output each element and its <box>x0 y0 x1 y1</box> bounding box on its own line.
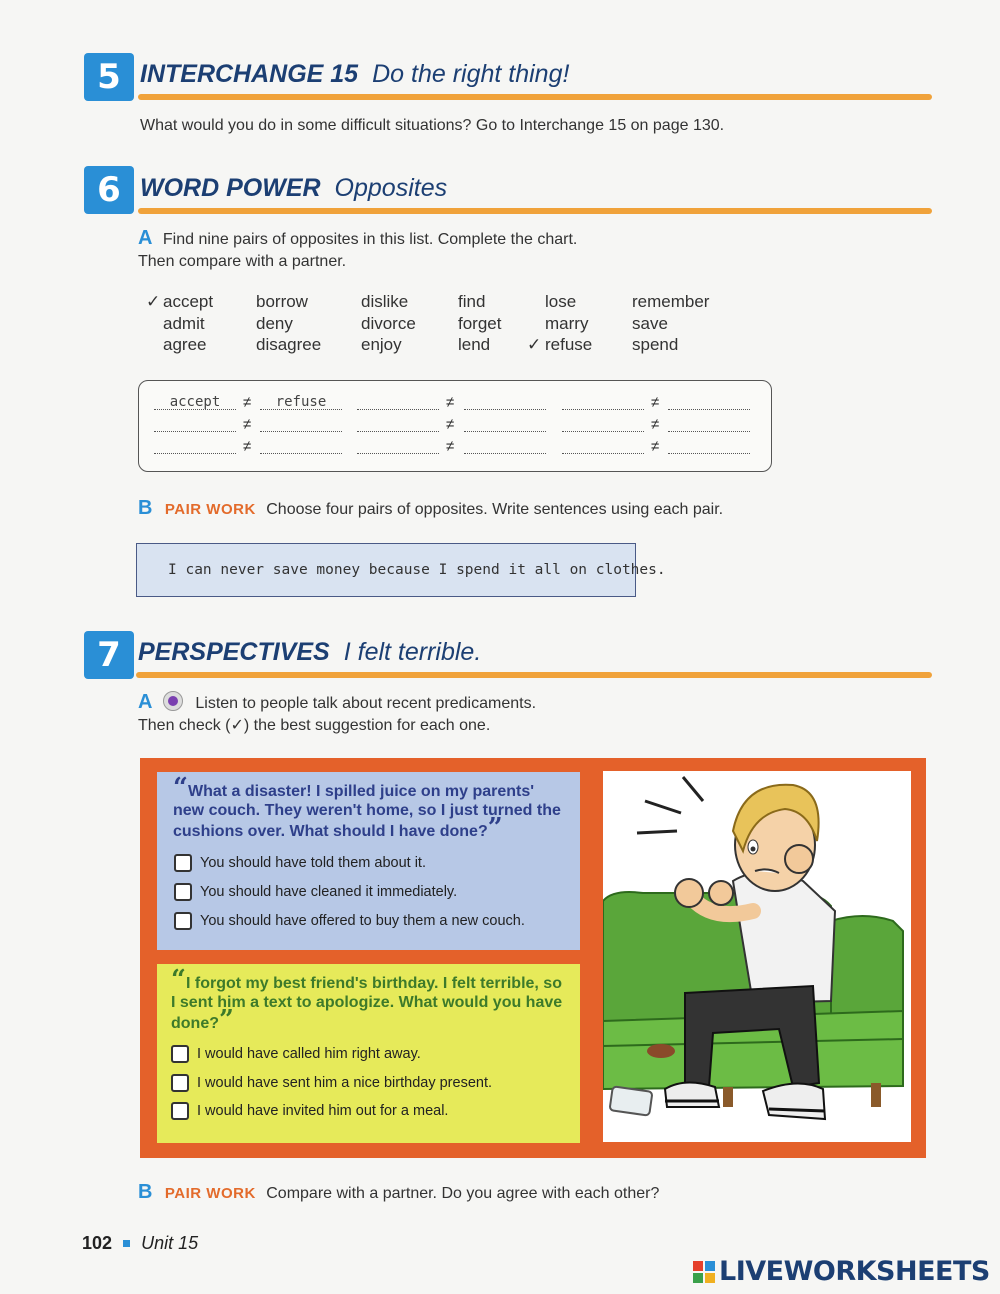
predicament-quote <box>171 965 566 1035</box>
answer-blank[interactable] <box>260 417 342 432</box>
word-item: borrow <box>256 292 308 311</box>
section-rule <box>136 672 932 678</box>
word-item: dislike <box>361 292 409 311</box>
instruction-line: Then check (✓) the best suggestion for each one. <box>138 717 491 734</box>
worried-boy-on-couch-illustration <box>603 771 911 1142</box>
checkbox[interactable] <box>171 1102 189 1120</box>
word-column <box>632 291 709 356</box>
interchange-instruction: What would you do in some difficult situations? Go to Interchange 15 on page 130. <box>140 117 725 134</box>
section-subtitle: Do the right thing! <box>372 60 570 88</box>
section-number-badge <box>84 166 134 214</box>
checkbox[interactable] <box>171 1045 189 1063</box>
checkbox[interactable] <box>174 912 192 930</box>
not-equal-sign: ≠ <box>243 416 252 433</box>
close-quote-mark: ” <box>487 813 503 843</box>
section-title: WORD POWER <box>140 174 321 202</box>
suggestion-option[interactable] <box>174 854 426 872</box>
not-equal-sign: ≠ <box>446 438 455 455</box>
unit-label: Unit 15 <box>141 1233 199 1253</box>
footer-separator <box>123 1240 130 1247</box>
not-equal-sign: ≠ <box>651 416 660 433</box>
word-item: forget <box>458 313 502 333</box>
answer-blank[interactable] <box>154 439 236 454</box>
answer-blank[interactable] <box>562 417 644 432</box>
exercise-letter: A <box>138 691 153 713</box>
answer-blank[interactable] <box>154 417 236 432</box>
answer-blank[interactable] <box>357 439 439 454</box>
instruction-line: Then compare with a partner. <box>138 253 347 270</box>
option-label: You should have offered to buy them a new couch. <box>200 913 525 929</box>
pair-work-label: PAIR WORK <box>164 501 256 518</box>
check-mark: ✓ <box>527 335 542 354</box>
instruction-line: Compare with a partner. Do you agree with each other? <box>266 1185 660 1202</box>
word-item: spend <box>632 335 679 354</box>
instruction-line: Listen to people talk about recent predicaments. <box>195 695 537 712</box>
quote-text: I forgot my best friend's birthday. I felt terrible, so I sent him a text to apologize. What would you have done? <box>171 975 563 1032</box>
section-heading <box>140 60 569 89</box>
not-equal-sign: ≠ <box>446 394 455 411</box>
word-column <box>545 291 592 356</box>
section-rule <box>138 208 932 214</box>
word-item: lend <box>458 335 491 354</box>
word-item: deny <box>256 313 293 333</box>
exercise-letter: B <box>138 1181 153 1203</box>
not-equal-sign: ≠ <box>651 438 660 455</box>
answer-blank[interactable] <box>562 439 644 454</box>
predicament-panel-2 <box>157 964 580 1143</box>
not-equal-sign: ≠ <box>446 416 455 433</box>
option-label: I would have invited him out for a meal. <box>197 1103 449 1119</box>
not-equal-sign: ≠ <box>651 394 660 411</box>
answer-blank[interactable] <box>464 395 546 410</box>
answer-blank[interactable] <box>668 417 750 432</box>
check-mark: ✓ <box>146 292 161 311</box>
quote-text: What a disaster! I spilled juice on my parents' new couch. They weren't home, so I just turned the cushions over. What should I have done? <box>173 783 561 840</box>
word-column <box>458 291 501 356</box>
exercise-b-instructions <box>138 1181 659 1204</box>
open-quote-mark: “ <box>171 965 186 995</box>
answer-blank[interactable] <box>464 439 546 454</box>
word-item: divorce <box>361 313 416 333</box>
suggestion-option[interactable] <box>171 1102 448 1120</box>
suggestion-option[interactable] <box>171 1074 492 1092</box>
word-column <box>256 291 321 356</box>
exercise-b-instructions <box>138 497 723 520</box>
answer-blank[interactable] <box>668 439 750 454</box>
word-item: accept <box>163 292 214 311</box>
answer-blank[interactable] <box>357 417 439 432</box>
answer-blank[interactable] <box>668 395 750 410</box>
answer-blank[interactable] <box>357 395 439 410</box>
page-number: 102 <box>82 1233 113 1253</box>
exercise-letter: A <box>138 227 153 249</box>
predicament-quote <box>173 773 568 843</box>
word-item: remember <box>632 292 710 311</box>
section-number-badge <box>84 631 134 679</box>
exercise-letter: B <box>138 497 153 519</box>
instruction-line: Choose four pairs of opposites. Write sentences using each pair. <box>266 501 724 518</box>
not-equal-sign: ≠ <box>243 438 252 455</box>
section-number: 5 <box>97 57 121 97</box>
checkbox[interactable] <box>171 1074 189 1092</box>
logo-grid-icon <box>693 1261 715 1283</box>
exercise-a-instructions <box>138 227 577 273</box>
illustration-panel <box>603 771 911 1142</box>
option-label: You should have cleaned it immediately. <box>200 884 458 900</box>
section-rule <box>138 94 932 100</box>
option-label: I would have called him right away. <box>197 1046 421 1062</box>
section-number: 6 <box>97 170 121 210</box>
answer-blank[interactable] <box>562 395 644 410</box>
check-column <box>527 334 541 356</box>
example-sentence: I can never save money because I spend it all on clothes. <box>168 562 666 578</box>
open-quote-mark: “ <box>173 773 188 803</box>
section-subtitle: I felt terrible. <box>343 638 482 666</box>
word-item: admit <box>163 313 205 333</box>
audio-play-icon[interactable] <box>163 691 183 711</box>
pair-work-label: PAIR WORK <box>164 1185 256 1202</box>
option-label: You should have told them about it. <box>200 855 426 871</box>
answer-blank: refuse <box>260 395 342 410</box>
section-heading <box>138 638 481 667</box>
section-number-badge <box>84 53 134 101</box>
section-number: 7 <box>97 635 121 675</box>
section-subtitle: Opposites <box>334 174 448 202</box>
suggestion-option[interactable] <box>174 883 457 901</box>
word-item: agree <box>163 335 207 354</box>
word-item: marry <box>545 313 589 333</box>
liveworksheets-logo <box>693 1256 990 1287</box>
example-sentence-box <box>136 543 666 597</box>
word-item: disagree <box>256 335 322 354</box>
checkbox[interactable] <box>174 854 192 872</box>
word-item: save <box>632 313 668 333</box>
exercise-a-instructions <box>138 691 536 737</box>
option-label: I would have sent him a nice birthday present. <box>197 1075 492 1091</box>
page-footer <box>82 1233 198 1254</box>
answer-blank[interactable] <box>260 439 342 454</box>
logo-text: LIVEWORKSHEETS <box>719 1256 990 1287</box>
instruction-line: Find nine pairs of opposites in this list. Complete the chart. <box>162 231 578 248</box>
suggestion-option[interactable] <box>174 912 525 930</box>
close-quote-mark: ” <box>219 1005 234 1035</box>
word-column <box>163 291 213 356</box>
suggestion-option[interactable] <box>171 1045 421 1063</box>
word-column <box>361 291 416 356</box>
section-heading <box>140 174 447 203</box>
checkbox[interactable] <box>174 883 192 901</box>
section-title: PERSPECTIVES <box>138 638 330 666</box>
word-item: find <box>458 292 486 311</box>
answer-blank: accept <box>154 395 236 410</box>
predicament-panel-1 <box>157 772 580 950</box>
word-item: lose <box>545 292 577 311</box>
not-equal-sign: ≠ <box>243 394 252 411</box>
answer-blank[interactable] <box>464 417 546 432</box>
section-title: INTERCHANGE 15 <box>140 60 359 88</box>
word-item: enjoy <box>361 335 402 354</box>
word-item: refuse <box>545 335 593 354</box>
